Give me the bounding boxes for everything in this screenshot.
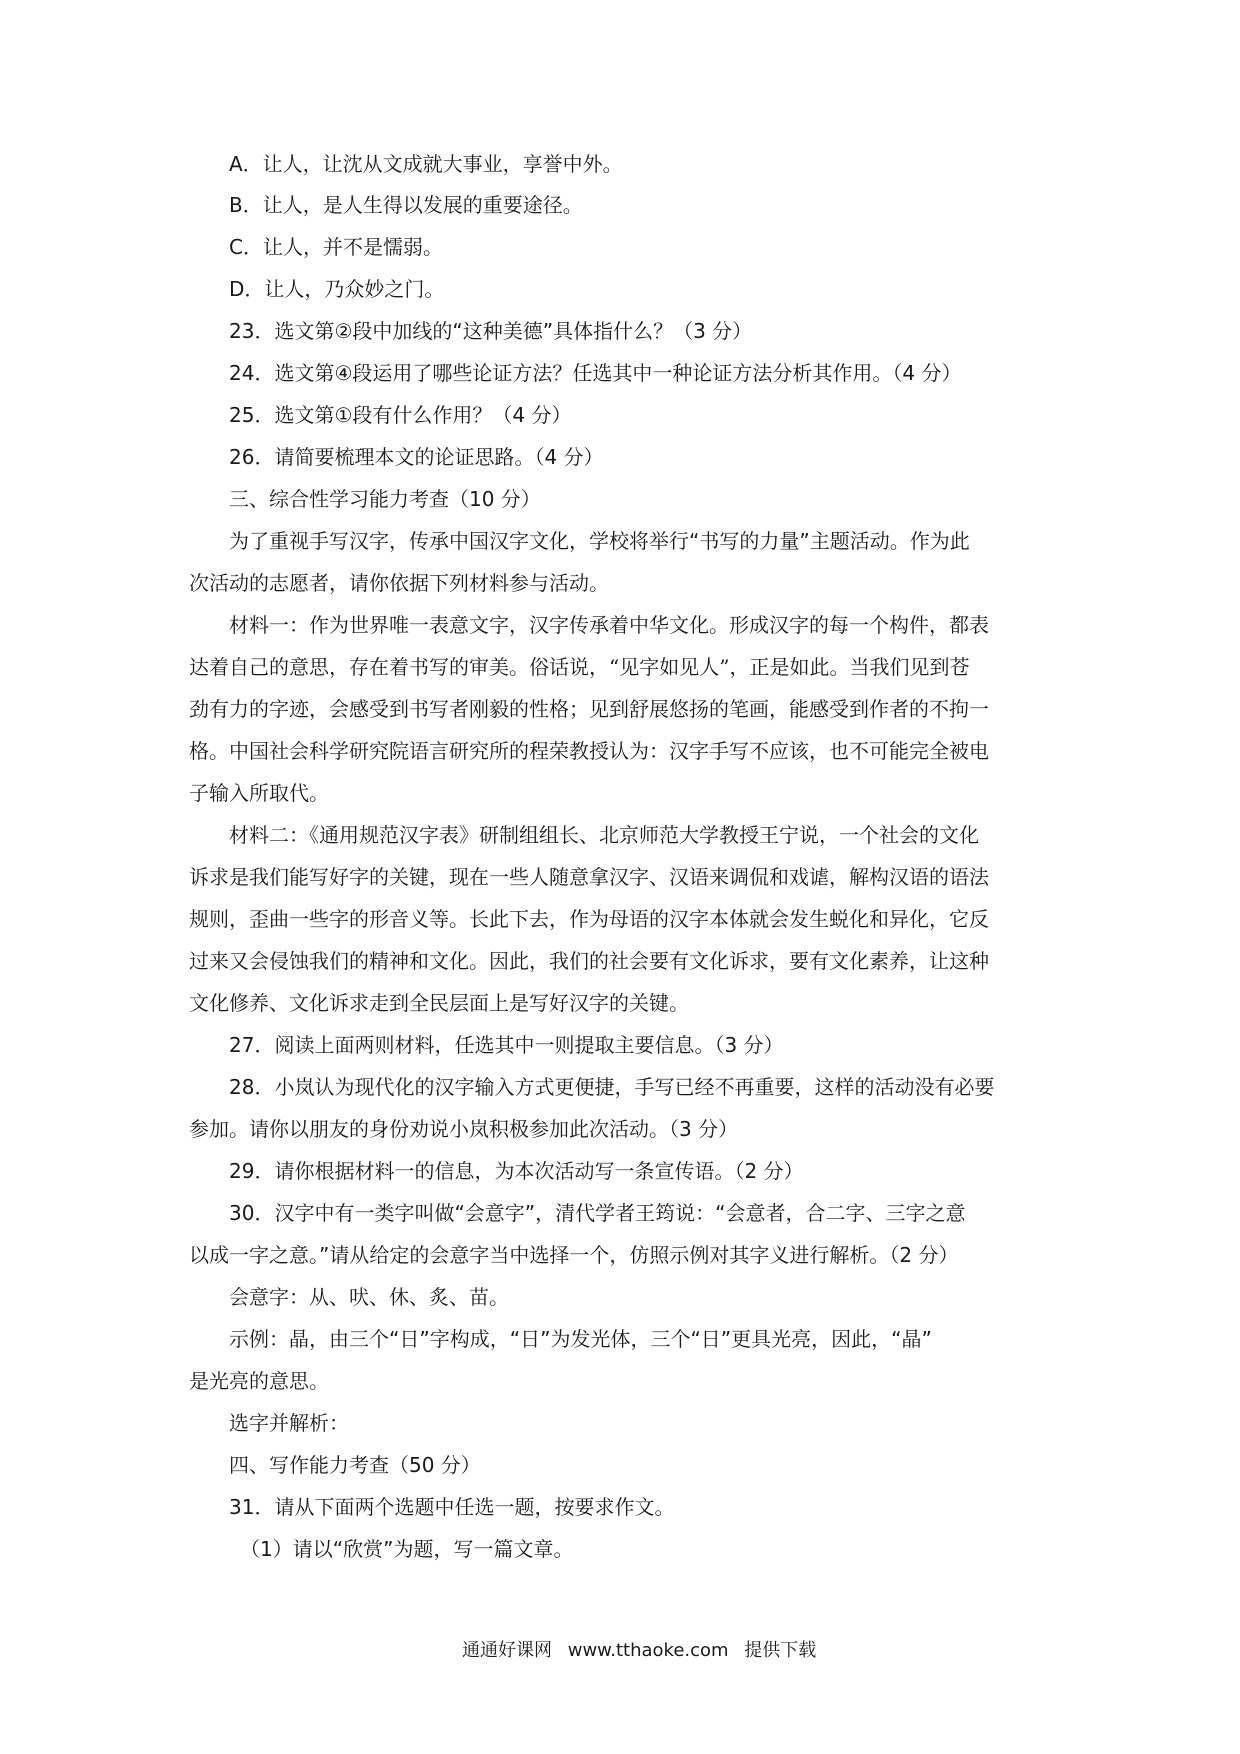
material-2-line-4: 过来又会侵蚀我们的精神和文化。因此，我们的社会要有文化诉求，要有文化素养，让这种 bbox=[189, 949, 989, 973]
page-footer bbox=[462, 1638, 826, 1664]
material-1-line-5: 子输入所取代。 bbox=[189, 781, 329, 805]
material-2-line-5: 文化修养、文化诉求走到全民层面上是写好汉字的关键。 bbox=[189, 991, 689, 1015]
option-b: B．让人，是人生得以发展的重要途径。 bbox=[229, 193, 583, 217]
material-1-line-3: 劲有力的字迹，会感受到书写者刚毅的性格；见到舒展悠扬的笔画，能感受到作者的不拘一 bbox=[189, 697, 989, 721]
question-23: 23．选文第②段中加线的“这种美德”具体指什么？（3 分） bbox=[229, 319, 753, 343]
material-2-line-2: 诉求是我们能写好字的关键，现在一些人随意拿汉字、汉语来调侃和戏谑，解构汉语的语法 bbox=[189, 865, 989, 889]
section-3-heading: 三、综合性学习能力考查（10 分） bbox=[229, 487, 541, 511]
select-and-analyze: 选字并解析： bbox=[229, 1411, 349, 1435]
question-27: 27．阅读上面两则材料，任选其中一则提取主要信息。（3 分） bbox=[229, 1033, 784, 1057]
option-d: D．让人，乃众妙之门。 bbox=[229, 277, 445, 301]
question-26: 26．请简要梳理本文的论证思路。（4 分） bbox=[229, 445, 604, 469]
example-line-2: 是光亮的意思。 bbox=[189, 1369, 329, 1393]
material-2-line-1: 材料二：《通用规范汉字表》研制组组长、北京师范大学教授王宁说，一个社会的文化 bbox=[229, 823, 979, 847]
intro-line-1: 为了重视手写汉字，传承中国汉字文化，学校将举行“书写的力量”主题活动。作为此 bbox=[229, 529, 970, 553]
footer-site-name: 通通好课网 bbox=[462, 1640, 552, 1661]
section-4-heading: 四、写作能力考查（50 分） bbox=[229, 1453, 481, 1477]
material-1-line-2: 达着自己的意思，存在着书写的审美。俗话说，“见字如见人”，正是如此。当我们见到苍 bbox=[189, 655, 970, 679]
footer-url[interactable]: www.tthaoke.com bbox=[567, 1640, 729, 1661]
question-28-line-1: 28．小岚认为现代化的汉字输入方式更便捷，手写已经不再重要，这样的活动没有必要 bbox=[229, 1075, 995, 1099]
option-a: A．让人，让沈从文成就大事业，享誉中外。 bbox=[229, 152, 623, 176]
material-2-line-3: 规则，歪曲一些字的形音义等。长此下去，作为母语的汉字本体就会发生蜕化和异化，它反 bbox=[189, 907, 989, 931]
question-28-line-2: 参加。请你以朋友的身份劝说小岚积极参加此次活动。（3 分） bbox=[189, 1117, 739, 1141]
question-31: 31．请从下面两个选题中任选一题，按要求作文。 bbox=[229, 1495, 675, 1519]
material-1-line-1: 材料一：作为世界唯一表意文字，汉字传承着中华文化。形成汉字的每一个构件，都表 bbox=[229, 613, 989, 637]
footer-download: 提供下载 bbox=[744, 1640, 817, 1661]
example-line-1: 示例：晶，由三个“日”字构成，“日”为发光体，三个“日”更具光亮，因此，“晶” bbox=[229, 1327, 932, 1351]
option-c: C．让人，并不是懦弱。 bbox=[229, 235, 443, 259]
material-1-line-4: 格。中国社会科学研究院语言研究所的程荣教授认为：汉字手写不应该，也不可能完全被电 bbox=[189, 739, 989, 763]
essay-topic-1: （1）请以“欣赏”为题，写一篇文章。 bbox=[240, 1537, 574, 1561]
question-29: 29．请你根据材料一的信息，为本次活动写一条宣传语。（2 分） bbox=[229, 1159, 804, 1183]
question-24: 24．选文第④段运用了哪些论证方法？任选其中一种论证方法分析其作用。（4 分） bbox=[229, 361, 962, 385]
question-30-line-1: 30．汉字中有一类字叫做“会意字”，清代学者王筠说：“会意者，合二字、三字之意 bbox=[229, 1201, 966, 1225]
intro-line-2: 次活动的志愿者，请你依据下列材料参与活动。 bbox=[189, 571, 609, 595]
question-30-line-2: 以成一字之意。”请从给定的会意字当中选择一个，仿照示例对其字义进行解析。（2 分） bbox=[189, 1243, 959, 1267]
question-25: 25．选文第①段有什么作用？（4 分） bbox=[229, 403, 572, 427]
huiyi-characters: 会意字：从、吠、休、炙、苗。 bbox=[229, 1285, 509, 1309]
